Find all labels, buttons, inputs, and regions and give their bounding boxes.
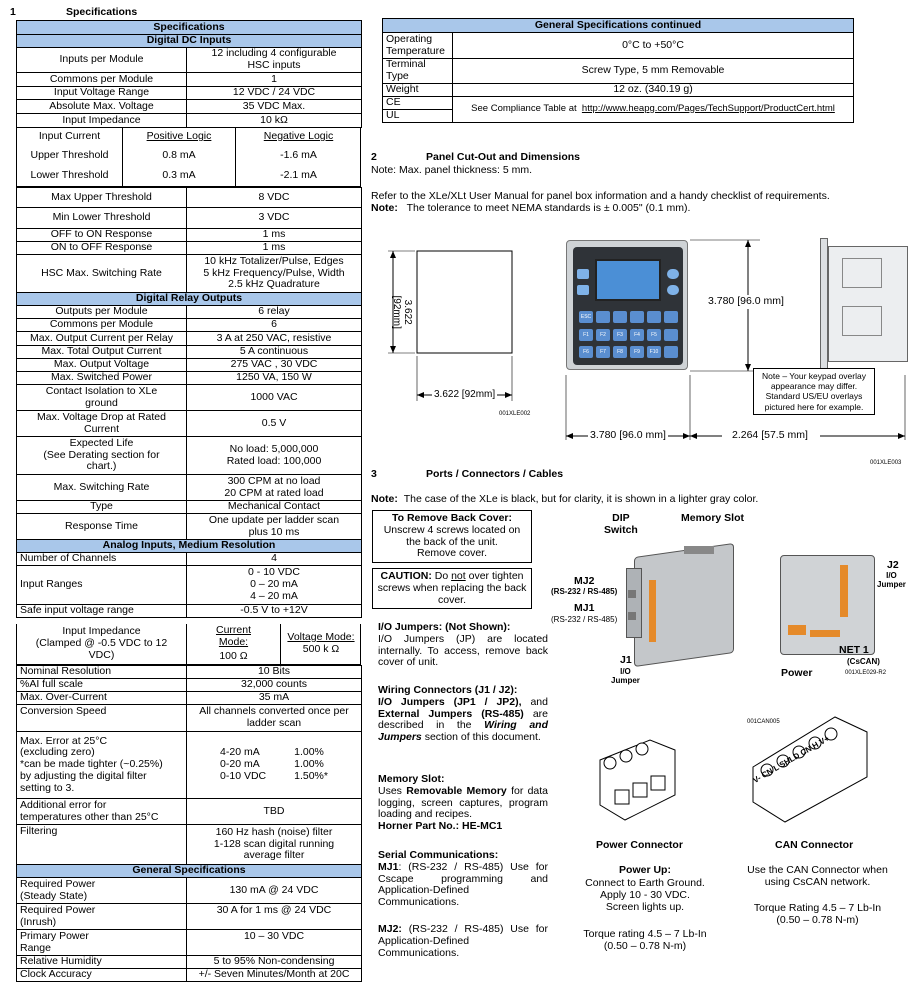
remove-cover-box (372, 510, 532, 563)
serial-title: Serial Communications: (378, 849, 499, 861)
current-mode-label: Current Mode: (215, 624, 251, 648)
can-connector-title: CAN Connector (775, 839, 854, 851)
tolerance-note: The tolerance to meet NEMA standards is ± 0.005" (0.1 mm). (406, 202, 691, 214)
spec-value: 10 Bits (187, 666, 362, 679)
arrow-right-icon (898, 433, 905, 439)
note-label: Note: (371, 493, 398, 505)
analog-header: Analog Inputs, Medium Resolution (17, 540, 362, 553)
mj2-port-icon (628, 590, 636, 598)
spec-value: 4 (187, 553, 362, 566)
memory-text2: for data logging, screen captures, program loading and recipes. (378, 784, 549, 821)
spec-value: 32,000 counts (187, 679, 362, 692)
power-connector-drawing (590, 735, 685, 825)
spec-label: Absolute Max. Voltage (17, 100, 187, 114)
spec-label: Filtering (17, 825, 187, 865)
spec-value: -1.6 mA (280, 149, 317, 161)
spec-value: 6 (187, 319, 362, 332)
spec-label: Lower Threshold (30, 169, 109, 181)
spec-value: 8 VDC (187, 188, 362, 208)
device-back-body (780, 555, 875, 655)
cutout-code: 001XLE002 (499, 411, 531, 417)
spec-label: Max. Switched Power (17, 372, 187, 385)
refer-text: Refer to the XLe/XLt User Manual for panel box information and a handy checklist of requirements. (371, 190, 830, 202)
spec-value: 100 Ω (219, 650, 248, 662)
f3-key[interactable]: F3 (613, 329, 627, 341)
can-pin-labels: V- CN L SHLD CN H V+ (751, 733, 831, 785)
spec-value: 35 VDC Max. (187, 100, 362, 114)
spec-label: Input Ranges (17, 566, 187, 605)
spec-label: Outputs per Module (17, 306, 187, 319)
spec-value: 1000 VAC (187, 385, 362, 411)
f8-key[interactable]: F8 (613, 346, 627, 358)
spec-value: -0.5 V to +12V (187, 605, 362, 618)
spec-value: 1 (187, 73, 362, 87)
spec-value: 0.5 V (187, 411, 362, 437)
mj1-text: : (RS-232 / RS-485) Use for Cscape programming and Application-Defined Communications. (378, 860, 548, 908)
spec-label: Commons per Module (17, 319, 187, 332)
spec-value: 0.3 mA (162, 169, 196, 181)
caution-pre: Do (434, 570, 449, 582)
terminal-icon (615, 790, 629, 804)
spec-value: Screw Type, 5 mm Removable (453, 59, 854, 84)
caution-box (372, 568, 532, 609)
side-detail (842, 306, 882, 336)
spec-value: 300 CPM at no load 20 CPM at rated load (187, 475, 362, 501)
spec-value: 0°C to +50°C (453, 33, 854, 59)
spec-value: 10 kΩ (187, 114, 362, 128)
spec-table-title: Specifications (17, 21, 362, 35)
spec-value: 0 - 10 VDC 0 – 20 mA 4 – 20 mA (187, 566, 362, 605)
wiring-tail: section of this document. (424, 731, 541, 743)
caution-post: over tighten screws when replacing the back cover. (377, 570, 527, 606)
fig-j1-sub: I/O Jumper (611, 667, 640, 685)
arrow-right-icon (505, 392, 512, 398)
j2-connector-icon (840, 565, 848, 617)
spec-label: Additional error for temperatures other than 25°C (17, 799, 187, 825)
caution-label: CAUTION: (380, 570, 432, 582)
spec-label: Clock Accuracy (17, 969, 187, 982)
section-3-number: 3 (371, 468, 377, 480)
fig-net1-sub: (CsCAN) (847, 657, 880, 666)
spec-value: 10 kHz Totalizer/Pulse, Edges 5 kHz Frequency/Pulse, Width 2.5 kHz Quadrature (187, 255, 362, 293)
error-values: 1.00% 1.00% 1.50%* (294, 746, 328, 782)
spec-value: 5 to 95% Non-condensing (187, 956, 362, 969)
section-1-number: 1 (10, 6, 16, 18)
side-bezel (820, 238, 828, 372)
arrow-left-icon (690, 433, 697, 439)
terminal-icon (633, 783, 647, 797)
spec-value: 3 VDC (187, 208, 362, 229)
spec-value: 12 VDC / 24 VDC (187, 87, 362, 100)
spec-label: Conversion Speed (17, 705, 187, 732)
caution-not: not (451, 570, 466, 582)
figure-code: 001XLE003 (870, 460, 902, 466)
spec-label: CE (383, 96, 453, 109)
f1-key[interactable]: F1 (579, 329, 593, 341)
spec-label: Commons per Module (17, 73, 187, 87)
section-3-title: Ports / Connectors / Cables (426, 468, 564, 480)
arrow-up-icon (745, 240, 751, 247)
voltage-mode-label: Voltage Mode: (287, 631, 355, 643)
spec-label: Required Power (Steady State) (17, 878, 187, 904)
device-back-left (624, 540, 742, 668)
f7-key[interactable]: F7 (596, 346, 610, 358)
io-jumpers-title: I/O Jumpers: (378, 621, 443, 633)
io-jumpers-para (378, 622, 548, 669)
mj2-text: (RS-232 / RS-485) Use for Application-Defined Communications. (378, 923, 548, 959)
spec-value: 6 relay (187, 306, 362, 319)
device-height-label: 3.780 [96.0 mm] (708, 295, 784, 307)
arrow-down-icon (390, 346, 396, 353)
spec-label: HSC Max. Switching Rate (17, 255, 187, 293)
spec-value: Mechanical Contact (187, 501, 362, 514)
f9-key[interactable]: F9 (630, 346, 644, 358)
spec-value: 12 including 4 configurable HSC inputs (187, 48, 362, 73)
power-up-title: Power Up: (619, 864, 671, 876)
power-torque: Torque rating 4.5 – 7 Lb-In (0.50 – 0.78 N-m) (583, 928, 707, 952)
section-2-title: Panel Cut-Out and Dimensions (426, 151, 581, 163)
terminal-icon (651, 776, 665, 790)
can-text: Use the CAN Connector when using CsCAN network. (747, 864, 888, 888)
fig-net1-label: NET 1 (839, 644, 869, 656)
analog-impedance-row (16, 624, 361, 665)
screw-icon (636, 743, 648, 755)
mj2-label: MJ2: (378, 923, 402, 935)
wiring-text: are described in the (378, 707, 549, 732)
compliance-link[interactable]: http://www.heapg.com/Pages/TechSupport/ProductCert.html (581, 102, 835, 114)
memory-bold: Removable Memory (406, 784, 507, 797)
arrow-left-icon (566, 433, 573, 439)
spec-label: Max. Output Voltage (17, 359, 187, 372)
spec-value: No load: 5,000,000 Rated load: 100,000 (187, 437, 362, 475)
spec-label: Expected Life (See Derating section for chart.) (17, 437, 187, 475)
remove-cover-text: Unscrew 4 screws located on the back of the unit. Remove cover. (383, 523, 521, 560)
spec-label: Input Impedance (17, 114, 187, 128)
spec-value: 10 – 30 VDC (187, 930, 362, 956)
positive-logic-header: Positive Logic (146, 130, 212, 142)
spec-label: OFF to ON Response (17, 229, 187, 242)
spec-label: Operating Temperature (383, 33, 453, 59)
wiring-ref: Wiring and Jumpers (378, 719, 549, 743)
serial-para (378, 850, 548, 909)
wiring-and: and (530, 695, 548, 708)
spec-value: 30 A for 1 ms @ 24 VDC (187, 904, 362, 930)
spec-table (16, 20, 362, 128)
spec-value: 275 VAC , 30 VDC (187, 359, 362, 372)
spec-value: 35 mA (187, 692, 362, 705)
f6-key[interactable]: F6 (579, 346, 593, 358)
memory-title: Memory Slot: (378, 773, 445, 785)
spec-value: 1 ms (187, 229, 362, 242)
keypad-note: Note – Your keypad overlay appearance may differ. Standard US/EU overlays pictured here for example. (753, 368, 875, 415)
input-current-block (16, 127, 361, 187)
section-2-number: 2 (371, 151, 377, 163)
fig-mj2-sub: (RS-232 / RS-485) (551, 587, 618, 596)
device-width-label: 3.780 [96.0 mm] (590, 429, 666, 441)
memory-part-label: Horner Part No.: (378, 820, 460, 832)
spec-value: +/- Seven Minutes/Month at 20C (187, 969, 362, 982)
fig-code: 001XLE029-R2 (845, 670, 887, 676)
fig-j2-label: J2 (887, 559, 899, 571)
spec-label: Upper Threshold (30, 149, 109, 161)
cutout-square (417, 251, 512, 353)
memory-para (378, 774, 548, 833)
depth-label: 2.264 [57.5 mm] (732, 429, 808, 441)
gen-cont-header: General Specifications continued (383, 19, 854, 33)
spec-label: Inputs per Module (17, 48, 187, 73)
spec-value: TBD (187, 799, 362, 825)
spec-label: Type (17, 501, 187, 514)
error-ranges: 4-20 mA 0-20 mA 0-10 VDC (220, 746, 267, 782)
spec-value: -2.1 mA (280, 169, 317, 181)
spec-label: Input Voltage Range (17, 87, 187, 100)
can-torque: Torque Rating 4.5 – 7 Lb-In (0.50 – 0.78 N-m) (753, 902, 882, 926)
fig-power-label: Power (781, 667, 813, 679)
cutout-width-label: 3.622 [92mm] (434, 389, 496, 400)
spec-label: Number of Channels (17, 553, 187, 566)
spec-label: Primary Power Range (17, 930, 187, 956)
spec-value: 5 A continuous (187, 346, 362, 359)
relay-header: Digital Relay Outputs (17, 293, 362, 306)
arrow-up-icon (390, 251, 396, 258)
spec-label: Max. Total Output Current (17, 346, 187, 359)
spec-label: Nominal Resolution (17, 666, 187, 679)
memory-slot-icon (684, 546, 714, 554)
power-connector-title: Power Connector (596, 839, 683, 851)
side-detail (842, 258, 882, 288)
f4-key[interactable]: F4 (630, 329, 644, 341)
note-label: Note: (371, 202, 398, 214)
fig-dip-label: DIP Switch (604, 512, 638, 536)
net1-connector-icon (810, 630, 840, 637)
device-side-panel (626, 568, 642, 638)
fig-j1-label: J1 (620, 654, 632, 666)
spec-label: Required Power (Inrush) (17, 904, 187, 930)
spec-label: Max. Over-Current (17, 692, 187, 705)
spec-value: 1250 VA, 150 W (187, 372, 362, 385)
wiring-para (378, 685, 548, 744)
section-1-title: Specifications (66, 6, 138, 18)
gen-cont-table (382, 18, 854, 123)
fig-memory-label: Memory Slot (681, 512, 745, 524)
panel-thickness-note: Note: Max. panel thickness: 5 mm. (371, 164, 533, 176)
fig-j2-sub: I/O Jumper (877, 571, 906, 589)
general-header: General Specifications (17, 865, 362, 878)
arrow-left-icon (417, 392, 424, 398)
fig-mj1-sub: (RS-232 / RS-485) (551, 615, 618, 624)
fig-mj2-label: MJ2 (574, 575, 595, 587)
screw-icon (620, 750, 632, 762)
io-jumpers-sub: (Not Shown): (445, 621, 511, 633)
f10-key[interactable]: F10 (647, 346, 661, 358)
wiring-title: Wiring Connectors (J1 / J2): (378, 684, 518, 696)
spec-value: 12 oz. (340.19 g) (453, 83, 854, 96)
spec-value: 0.8 mA (162, 149, 196, 161)
spec-table-cont2 (16, 665, 362, 982)
spec-value: 160 Hz hash (noise) filter 1-128 scan digital running average filter (187, 825, 362, 865)
power-connector-icon (788, 625, 806, 635)
spec-label: Max. Output Current per Relay (17, 332, 187, 346)
fig-mj1-label: MJ1 (574, 602, 595, 614)
spec-label: Max. Voltage Drop at Rated Current (17, 411, 187, 437)
wiring-b1: I/O Jumpers (JP1 / JP2), (378, 695, 522, 708)
spec-label: Max. Error at 25°C (excluding zero) *can be made tighter (~0.25%) by adjusting the digital filter setting to 3. (17, 732, 187, 799)
spec-value: 500 k Ω (302, 643, 340, 655)
compliance-text: See Compliance Table at (471, 102, 577, 114)
io-jumpers-text: I/O Jumpers (JP) are located internally. To access, remove back cover of unit. (378, 632, 548, 669)
screw-icon (604, 757, 616, 769)
f2-key[interactable]: F2 (596, 329, 610, 341)
memory-text1: Uses (378, 784, 402, 797)
spec-label: UL (383, 109, 453, 122)
spec-label: %AI full scale (17, 679, 187, 692)
spec-label: Min Lower Threshold (17, 208, 187, 229)
can-code: 001CAN005 (747, 719, 780, 725)
spec-table-cont (16, 187, 362, 618)
mj2-para (378, 924, 548, 959)
spec-label: Contact Isolation to XLe ground (17, 385, 187, 411)
spec-label: Max. Switching Rate (17, 475, 187, 501)
j1-connector-icon (649, 580, 656, 642)
case-note: The case of the XLe is black, but for clarity, it is shown in a lighter gray color. (403, 493, 759, 505)
spec-label: Input Current (38, 130, 101, 142)
power-up-text: Connect to Earth Ground. Apply 10 - 30 VDC. Screen lights up. (585, 877, 705, 913)
spec-value: 130 mA @ 24 VDC (187, 878, 362, 904)
memory-part: HE-MC1 (462, 820, 503, 832)
device-side-view (820, 238, 908, 372)
mj1-label: MJ1 (378, 860, 399, 873)
cutout-height-label: 3.622 [92mm] (391, 295, 414, 329)
mj1-port-icon (628, 612, 636, 620)
spec-label: ON to OFF Response (17, 242, 187, 255)
spec-value: 3 A at 250 VAC, resistive (187, 332, 362, 346)
remove-cover-title: To Remove Back Cover: (391, 512, 512, 524)
spec-label: Relative Humidity (17, 956, 187, 969)
arrow-down-icon (745, 364, 751, 371)
device-back-right (770, 545, 880, 660)
spec-label: Weight (383, 83, 453, 96)
spec-value: All channels converted once per ladder scan (187, 705, 362, 732)
spec-label: Input Impedance (Clamped @ -0.5 VDC to 12 VDC) (35, 625, 168, 661)
spec-value: One update per ladder scan plus 10 ms (187, 514, 362, 540)
spec-label: Response Time (17, 514, 187, 540)
wiring-b2: External Jumpers (RS-485) (378, 707, 524, 720)
spec-label: Max Upper Threshold (17, 188, 187, 208)
spec-label: Safe input voltage range (17, 605, 187, 618)
esc-key[interactable]: ESC (579, 311, 593, 323)
f5-key[interactable]: F5 (647, 329, 661, 341)
spec-label: Terminal Type (383, 59, 453, 84)
arrow-right-icon (683, 433, 690, 439)
digital-dc-header: Digital DC Inputs (17, 35, 362, 48)
negative-logic-header: Negative Logic (263, 130, 334, 142)
spec-value: 1 ms (187, 242, 362, 255)
